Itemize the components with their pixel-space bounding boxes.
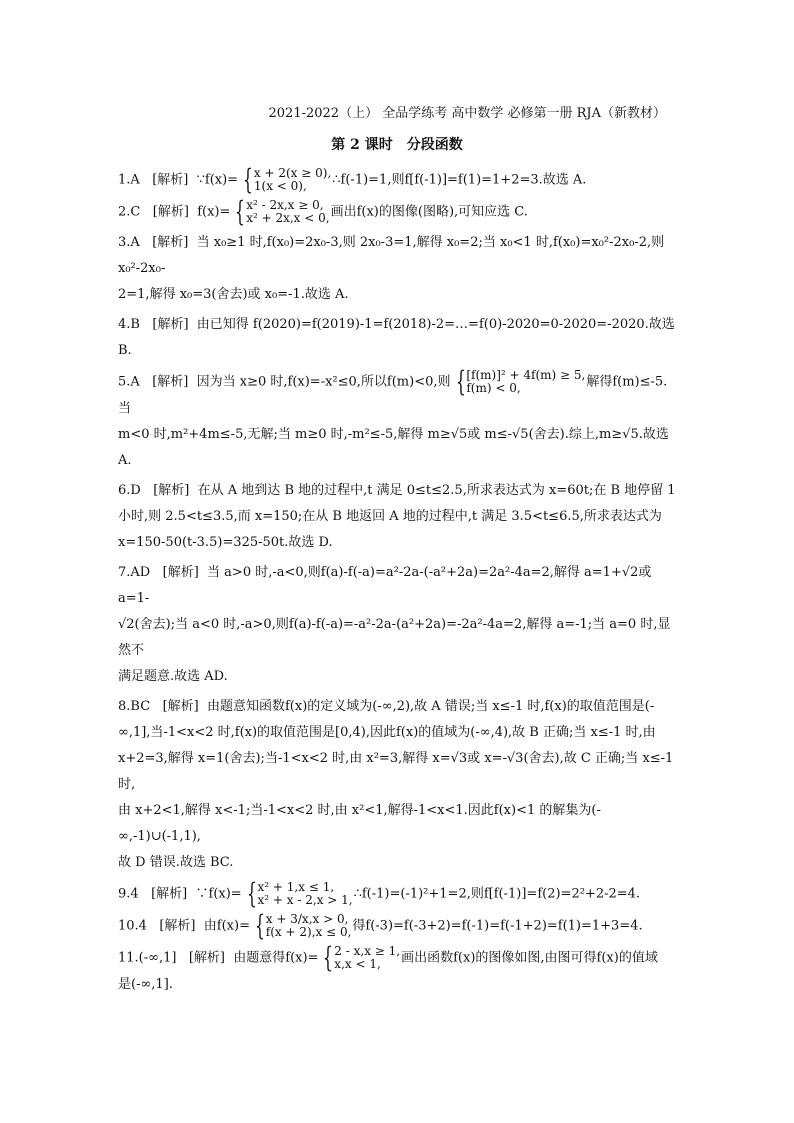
page-header: 2021-2022（上） 全品学练考 高中数学 必修第一册 RJA（新教材） [268, 106, 666, 121]
answer-text: 2=1,解得 x₀=3(舍去)或 x₀=-1.故选 A. [118, 287, 349, 302]
answer-text: ∴f(-1)=(-1)²+1=2,则f[f(-1)]=f(2)=2²+2-2=4. [353, 886, 641, 902]
answer-text: 小时,则 2.5<t≤3.5,而 x=150;在从 B 地返回 A 地的过程中,t 满足 3.5<t≤6.5,所求表达式为 [118, 509, 662, 524]
left-brace-icon: { [235, 195, 246, 228]
piecewise-system [231, 195, 330, 228]
answer-text: 由已知得 f(2020)=f(2019)-1=f(2018)-2=…=f(0)-2020=0-2020=-2020.故选 B. [118, 317, 675, 358]
answer-item-10 [118, 909, 678, 942]
case-row: x² - 2x,x ≥ 0, [246, 198, 324, 212]
case-row: 1(x < 0), [253, 179, 307, 193]
answer-number: 9.4 [118, 886, 139, 902]
analysis-tag: [解析] [152, 172, 189, 188]
answer-number: 6.D [118, 483, 141, 498]
case-row: f(x + 2),x ≤ 0, [265, 925, 352, 939]
answer-text: √2(舍去);当 a<0 时,-a>0,则f(a)-f(-a)=-a²-2a-(a²+2a)=-2a²-4a=2,解得 a=-1;当 a=0 时,显然不 [118, 617, 671, 658]
analysis-tag: [解析] [159, 918, 196, 934]
analysis-tag: [解析] [152, 235, 189, 250]
answer-text: 解得f(m)≤-5.当 [118, 374, 668, 416]
answer-item-11 [118, 941, 678, 998]
case-row: x² + x - 2,x > 1, [257, 893, 353, 907]
analysis-tag: [解析] [153, 483, 190, 498]
answer-text: ∵f(x)= [196, 172, 239, 188]
case-row: x,x < 1, [334, 957, 381, 971]
answer-text: 当 a>0 时,-a<0,则f(a)-f(-a)=a²-2a-(-a²+2a)=2a²-4a=2,解得 a=1+√2或 a=1- [118, 565, 652, 606]
piecewise-system [239, 163, 332, 196]
analysis-tag: [解析] [162, 699, 199, 714]
left-brace-icon: { [254, 909, 265, 942]
answer-text: 由题意知函数f(x)的定义域为(-∞,2),故 A 错误;当 x≤-1 时,f(x)的取值范围是(- [206, 699, 655, 714]
answer-text: 满足题意.故选 AD. [118, 669, 228, 684]
piecewise-system [251, 909, 352, 942]
analysis-tag: [解析] [162, 565, 199, 580]
answer-item-4 [118, 312, 678, 364]
analysis-tag: [解析] [152, 204, 189, 220]
answer-text: 当 x₀≥1 时,f(x₀)=2x₀-3,则 2x₀-3=1,解得 x₀=2;当 x₀<1 时,f(x₀)=x₀²-2x₀-2,则x₀²-2x₀- [118, 235, 665, 276]
left-brace-icon: { [455, 365, 466, 398]
answer-text: 由f(x)= [203, 918, 250, 934]
answer-text: 得f(-3)=f(-3+2)=f(-1)=f(-1+2)=f(1)=1+3=4. [352, 918, 643, 934]
left-brace-icon: { [243, 163, 253, 196]
analysis-tag: [解析] [152, 374, 189, 390]
answer-number: 5.A [118, 374, 140, 390]
answer-item-8 [118, 694, 678, 876]
answer-text: 因为当 x≥0 时,f(x)=-x²≤0,所以f(m)<0,则 [196, 374, 451, 390]
answer-text: x=150-50(t-3.5)=325-50t.故选 D. [118, 535, 333, 550]
answer-number: 1.A [118, 172, 140, 188]
answer-number: 7.AD [118, 565, 151, 580]
answer-number: 11.(-∞,1] [118, 950, 177, 966]
left-brace-icon: { [246, 877, 257, 910]
case-row: x + 2(x ≥ 0), [253, 166, 332, 180]
answer-text: f(x)= [197, 204, 231, 220]
case-row: x + 3/x,x > 0, [265, 912, 349, 926]
analysis-tag: [解析] [151, 886, 188, 902]
answer-text: 由题意得f(x)= [233, 950, 319, 966]
answer-text: ∵f(x)= [195, 886, 242, 902]
answer-item-5 [118, 365, 678, 474]
answer-text: 画出函数f(x)的图像如图,由图可得f(x)的值域 [401, 950, 658, 966]
answer-text: 由 x+2<1,解得 x<-1;当-1<x<2 时,由 x²<1,解得-1<x<1.因此f(x)<1 的解集为(-∞,-1)∪(-1,1), [118, 803, 601, 844]
answer-list [118, 163, 678, 998]
case-row: x² + 2x,x < 0, [246, 211, 330, 225]
case-row: [f(m)]² + 4f(m) ≥ 5, [466, 368, 586, 382]
answer-text: x+2=3,解得 x=1(舍去);当-1<x<2 时,由 x²=3,解得 x=√3或 x=-√3(舍去),故 C 正确;当 x≤-1 时, [118, 751, 674, 792]
left-brace-icon: { [323, 941, 334, 974]
piecewise-system [243, 877, 353, 910]
answer-item-2 [118, 195, 678, 228]
answer-number: 10.4 [118, 918, 147, 934]
answer-text: ∞,1],当-1<x<2 时,f(x)的取值范围是[0,4),因此f(x)的值域为(-∞,4),故 B 正确;当 x≤-1 时,由 [118, 725, 656, 740]
analysis-tag: [解析] [188, 950, 226, 966]
answer-item-9 [118, 877, 678, 910]
case-row: x² + 1,x ≤ 1, [257, 880, 335, 894]
answer-text: 画出f(x)的图像(图略),可知应选 C. [330, 204, 528, 220]
case-row: f(m) < 0, [466, 381, 521, 395]
answer-text: 故 D 错误.故选 BC. [118, 855, 234, 870]
answer-item-1 [118, 163, 678, 196]
answer-number: 3.A [118, 235, 140, 250]
analysis-tag: [解析] [152, 317, 189, 332]
answer-item-7 [118, 560, 678, 690]
case-row: 2 - x,x ≥ 1, [334, 944, 401, 958]
answer-text: 在从 A 地到达 B 地的过程中,t 满足 0≤t≤2.5,所求表达式为 x=60t;在 B 地停留 1 [197, 483, 676, 498]
answer-number: 4.B [118, 317, 140, 332]
answer-number: 8.BC [118, 699, 151, 714]
answer-text: m<0 时,m²+4m≤-5,无解;当 m≥0 时,-m²≤-5,解得 m≥√5或 m≤-√5(舍去).综上,m≥√5.故选 A. [118, 427, 669, 468]
piecewise-system [319, 941, 401, 974]
answer-item-3 [118, 230, 678, 308]
page-title: 第 2 课时 分段函数 [331, 137, 463, 153]
answer-item-6 [118, 478, 678, 556]
answer-number: 2.C [118, 204, 141, 220]
answer-text: ∴f(-1)=1,则f[f(-1)]=f(1)=1+2=3.故选 A. [332, 172, 587, 188]
piecewise-system [452, 365, 586, 398]
answer-text: 是(-∞,1]. [118, 977, 173, 992]
